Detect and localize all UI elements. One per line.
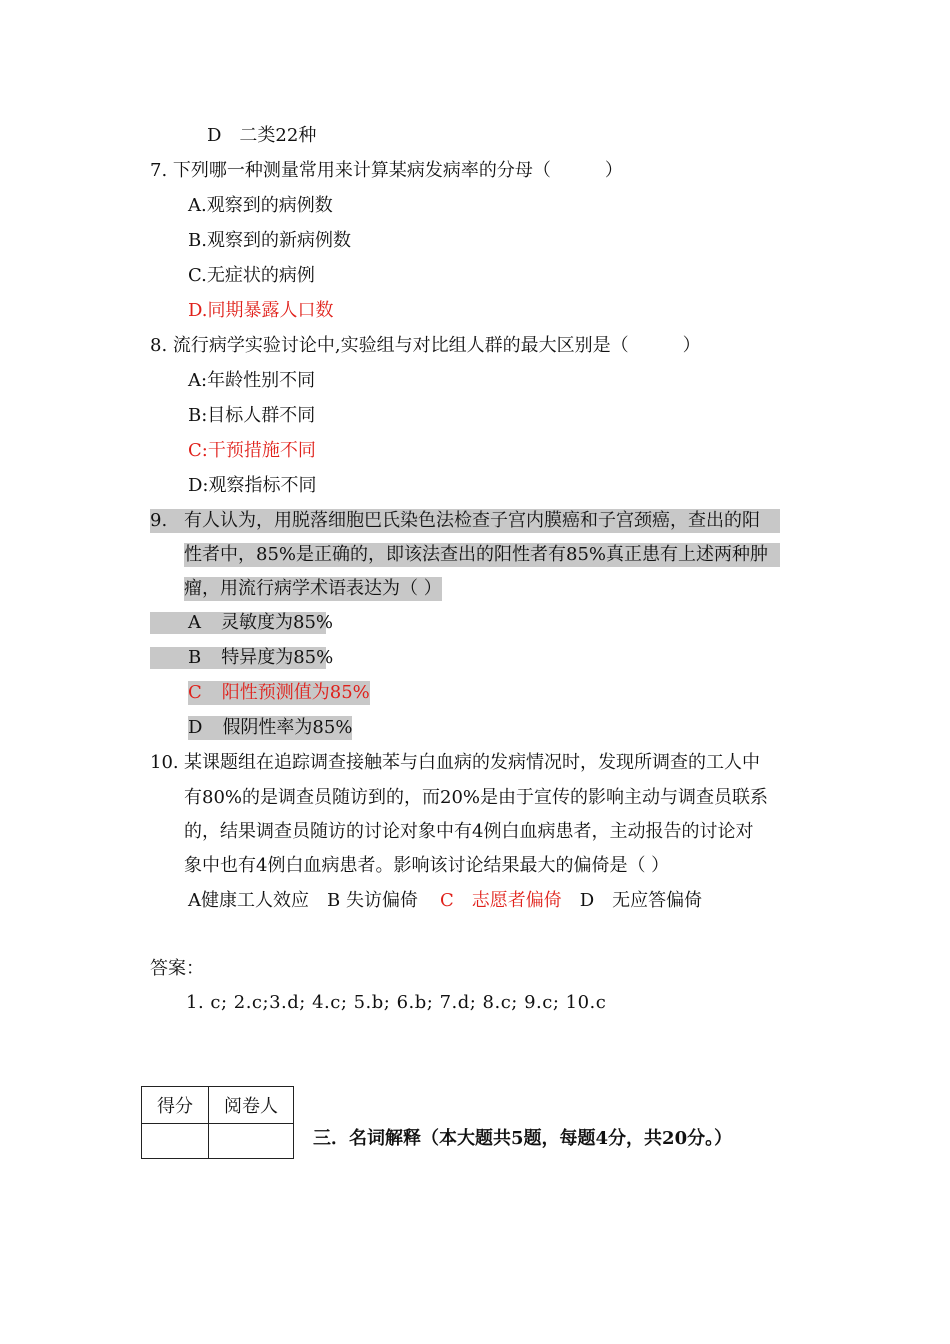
q9-option-a bbox=[188, 611, 333, 635]
q10-number: 10. bbox=[150, 752, 179, 773]
q10-stem-text-1: 某课题组在追踪调查接触苯与白血病的发病情况时，发现所调查的工人中 bbox=[184, 752, 760, 773]
q9-option-c-text: 阳性预测值为85% bbox=[221, 682, 370, 703]
q9-option-d-text: 假阴性率为85% bbox=[222, 717, 353, 738]
q9-stem-line-3: 瘤，用流行病学术语表达为（ ） bbox=[184, 578, 442, 599]
q9-option-c-correct bbox=[188, 681, 370, 705]
answers-label: 答案： bbox=[150, 958, 204, 979]
q10-stem-line-3: 的，结果调查员随访的讨论对象中有4例白血病患者，主动报告的讨论对 bbox=[184, 821, 754, 842]
q7-option-a: A.观察到的病例数 bbox=[188, 195, 333, 216]
q7-option-d-correct: D.同期暴露人口数 bbox=[188, 300, 334, 321]
q9-option-d bbox=[188, 716, 352, 740]
q9-option-a-letter: A bbox=[188, 612, 201, 633]
q9-option-b-letter: B bbox=[188, 647, 202, 668]
q9-option-b bbox=[188, 646, 333, 670]
answers-list: 1. c; 2.c;3.d; 4.c; 5.b; 6.b; 7.d; 8.c; 9.c; 10.c bbox=[186, 992, 607, 1013]
q10-option-b: B 失访偏倚 bbox=[327, 890, 418, 911]
q8-option-c-correct: C:干预措施不同 bbox=[188, 440, 316, 461]
q7-option-b: B.观察到的新病例数 bbox=[188, 230, 351, 251]
q10-option-d: D 无应答偏倚 bbox=[579, 890, 703, 911]
q8-option-a: A:年龄性别不同 bbox=[188, 370, 316, 391]
grader-header: 阅卷人 bbox=[209, 1087, 294, 1124]
q9-stem-line-2: 性者中，85%是正确的，即该法查出的阳性者有85%真正患有上述两种肿 bbox=[184, 543, 780, 567]
q6-option-d: D 二类22种 bbox=[207, 125, 317, 146]
q7-stem: 7. 下列哪一种测量常用来计算某病发病率的分母（ ） bbox=[150, 160, 623, 181]
q8-option-b: B:目标人群不同 bbox=[188, 405, 316, 426]
q9-option-a-text: 灵敏度为85% bbox=[221, 612, 334, 633]
q10-options bbox=[188, 889, 702, 913]
q8-stem: 8. 流行病学实验讨论中,实验组与对比组人群的最大区别是（ ） bbox=[150, 335, 701, 356]
q10-stem-line-4: 象中也有4例白血病患者。影响该讨论结果最大的偏倚是（ ） bbox=[184, 855, 670, 876]
q9-option-b-text: 特异度为85% bbox=[221, 647, 334, 668]
q10-stem-line-2: 有80%的是调查员随访到的，而20%是由于宣传的影响主动与调查员联系 bbox=[184, 787, 769, 808]
q10-option-c-correct: C 志愿者偏倚 bbox=[439, 890, 562, 911]
q8-option-d: D:观察指标不同 bbox=[188, 475, 317, 496]
q7-option-c: C.无症状的病例 bbox=[188, 265, 315, 286]
score-cell[interactable] bbox=[142, 1124, 209, 1159]
q9-option-d-letter: D bbox=[188, 717, 203, 738]
q9-stem-line-1 bbox=[150, 509, 780, 533]
q10-stem-line-1 bbox=[150, 751, 760, 775]
q9-number: 9. bbox=[150, 510, 168, 531]
grader-cell[interactable] bbox=[209, 1124, 294, 1159]
q10-option-a: A健康工人效应 bbox=[188, 890, 309, 911]
q9-option-c-letter: C bbox=[188, 682, 202, 703]
score-table bbox=[141, 1086, 294, 1159]
q9-stem-text-1: 有人认为，用脱落细胞巴氏染色法检查子宫内膜癌和子宫颈癌，查出的阳 bbox=[184, 510, 760, 531]
score-header: 得分 bbox=[142, 1087, 209, 1124]
section3-title: 三．名词解释（本大题共5题，每题4分，共20分。） bbox=[313, 1128, 733, 1149]
